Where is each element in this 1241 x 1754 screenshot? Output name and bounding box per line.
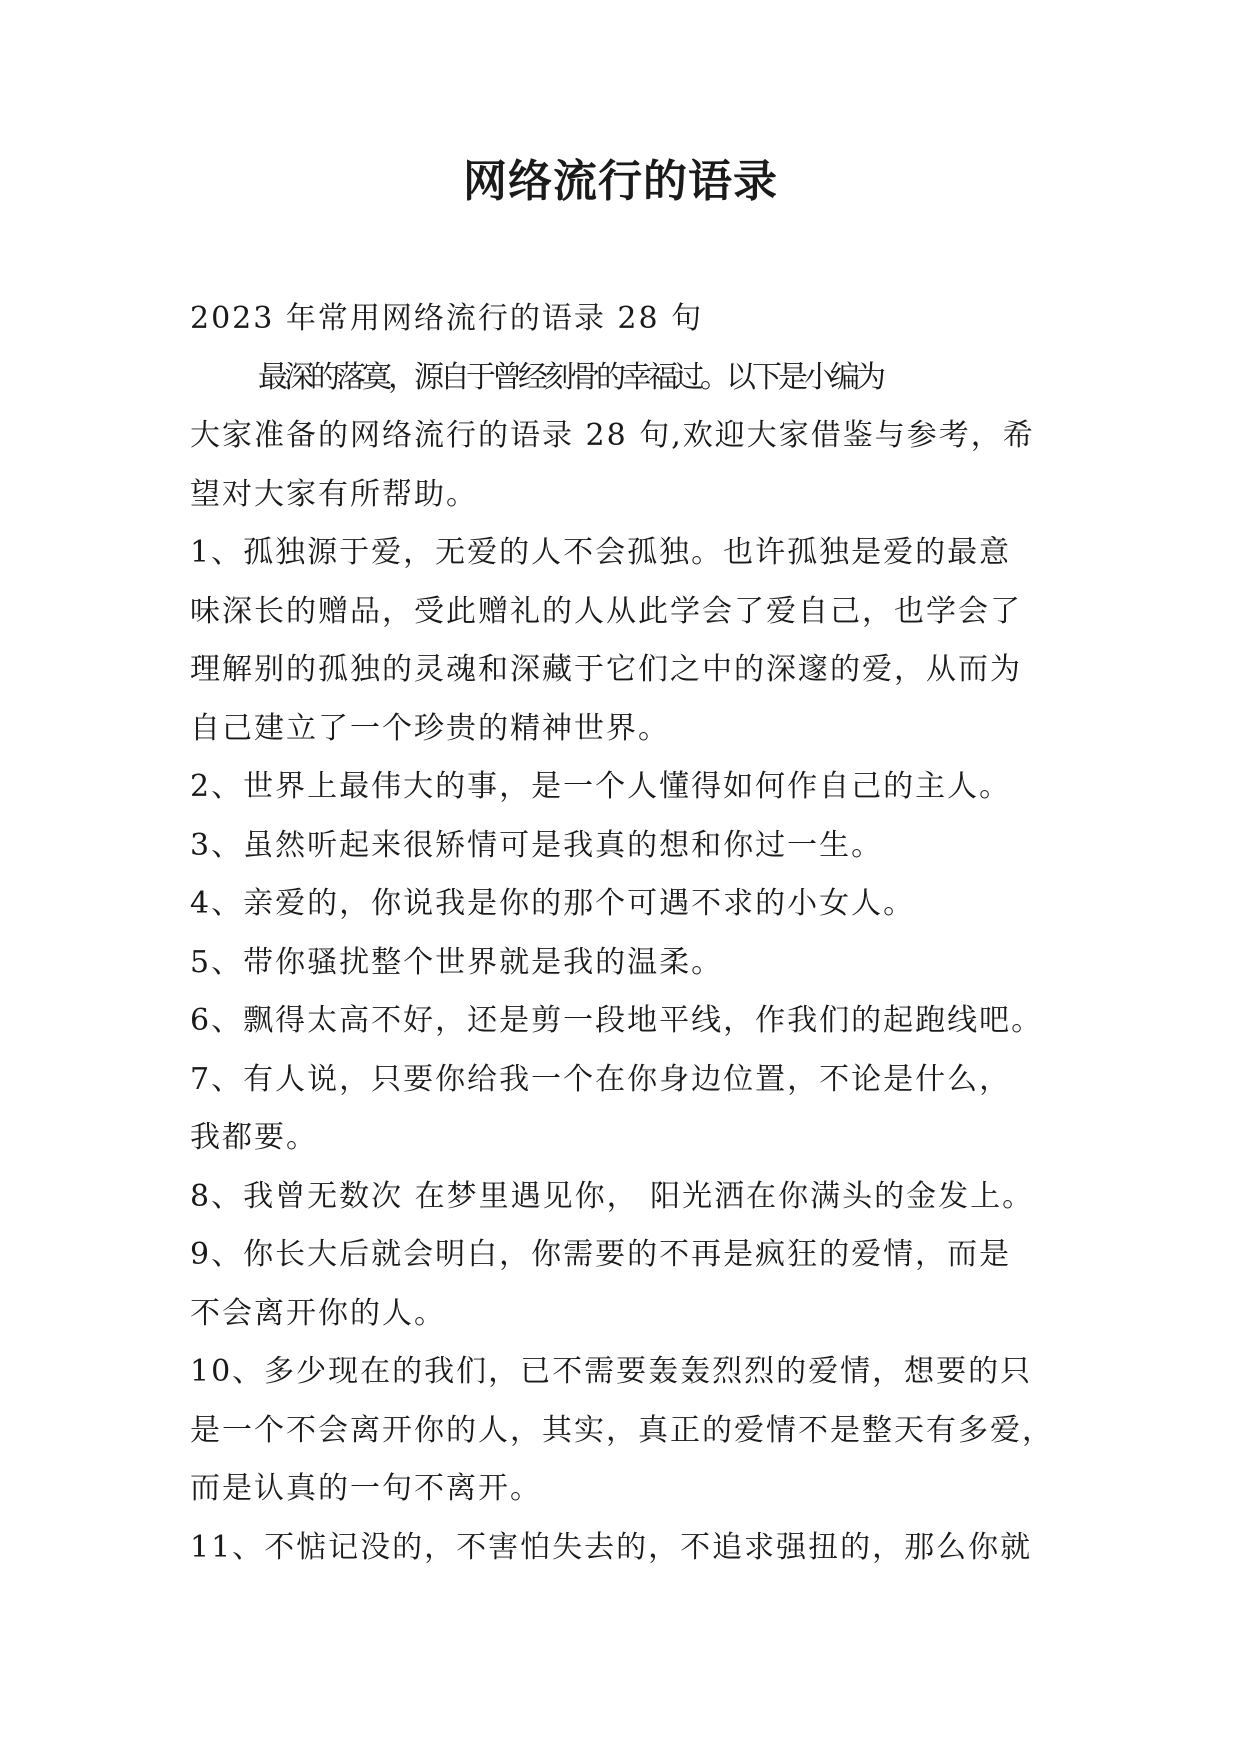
text-line: 3、虽然听起来很矫情可是我真的想和你过一生。 <box>190 827 884 863</box>
text-line: 而是认真的一句不离开。 <box>190 1471 542 1506</box>
text-line: 10、多少现在的我们，已不需要轰轰烈烈的爱情，想要的只 <box>190 1354 1033 1389</box>
document-title: 网络流行的语录 <box>463 156 778 207</box>
text-line: 8、我曾无数次 在梦里遇见你， 阳光洒在你满头的金发上。 <box>190 1178 1035 1214</box>
text-line: 望对大家有所帮助。 <box>190 476 478 512</box>
text-line: 2、世界上最伟大的事，是一个人懂得如何作自己的主人。 <box>190 769 1012 804</box>
document-subtitle: 2023 年常用网络流行的语录 28 句 <box>190 301 704 336</box>
text-line: 11、不惦记没的，不害怕失去的，不追求强扭的，那么你就 <box>190 1529 1033 1565</box>
text-line: 5、带你骚扰整个世界就是我的温柔。 <box>190 944 724 980</box>
text-line: 4、亲爱的，你说我是你的那个可遇不求的小女人。 <box>190 886 916 921</box>
text-line: 理解别的孤独的灵魂和深藏于它们之中的深邃的爱，从而为 <box>190 652 1022 687</box>
text-line: 7、有人说，只要你给我一个在你身边位置，不论是什么， <box>190 1061 1012 1097</box>
text-line: 大家准备的网络流行的语录 28 句,欢迎大家借鉴与参考，希 <box>190 418 1035 453</box>
document-body <box>190 290 1070 1577</box>
text-line: 1、孤独源于爱，无爱的人不会孤独。也许孤独是爱的最意 <box>190 535 1012 570</box>
text-line: 自己建立了一个珍贵的精神世界。 <box>190 710 670 746</box>
text-line: 味深长的赠品，受此赠礼的人从此学会了爱自己，也学会了 <box>190 593 1022 629</box>
text-line: 不会离开你的人。 <box>190 1295 446 1331</box>
text-line: 6、飘得太高不好，还是剪一段地平线，作我们的起跑线吧。 <box>190 1003 1044 1038</box>
text-line: 最深的落寞，源自于曾经刻骨的幸福过。以下是小编为 <box>258 359 882 395</box>
text-line: 9、你长大后就会明白，你需要的不再是疯狂的爱情，而是 <box>190 1237 1012 1272</box>
text-line: 我都要。 <box>190 1120 318 1155</box>
text-line: 是一个不会离开你的人，其实，真正的爱情不是整天有多爱， <box>190 1412 1054 1448</box>
